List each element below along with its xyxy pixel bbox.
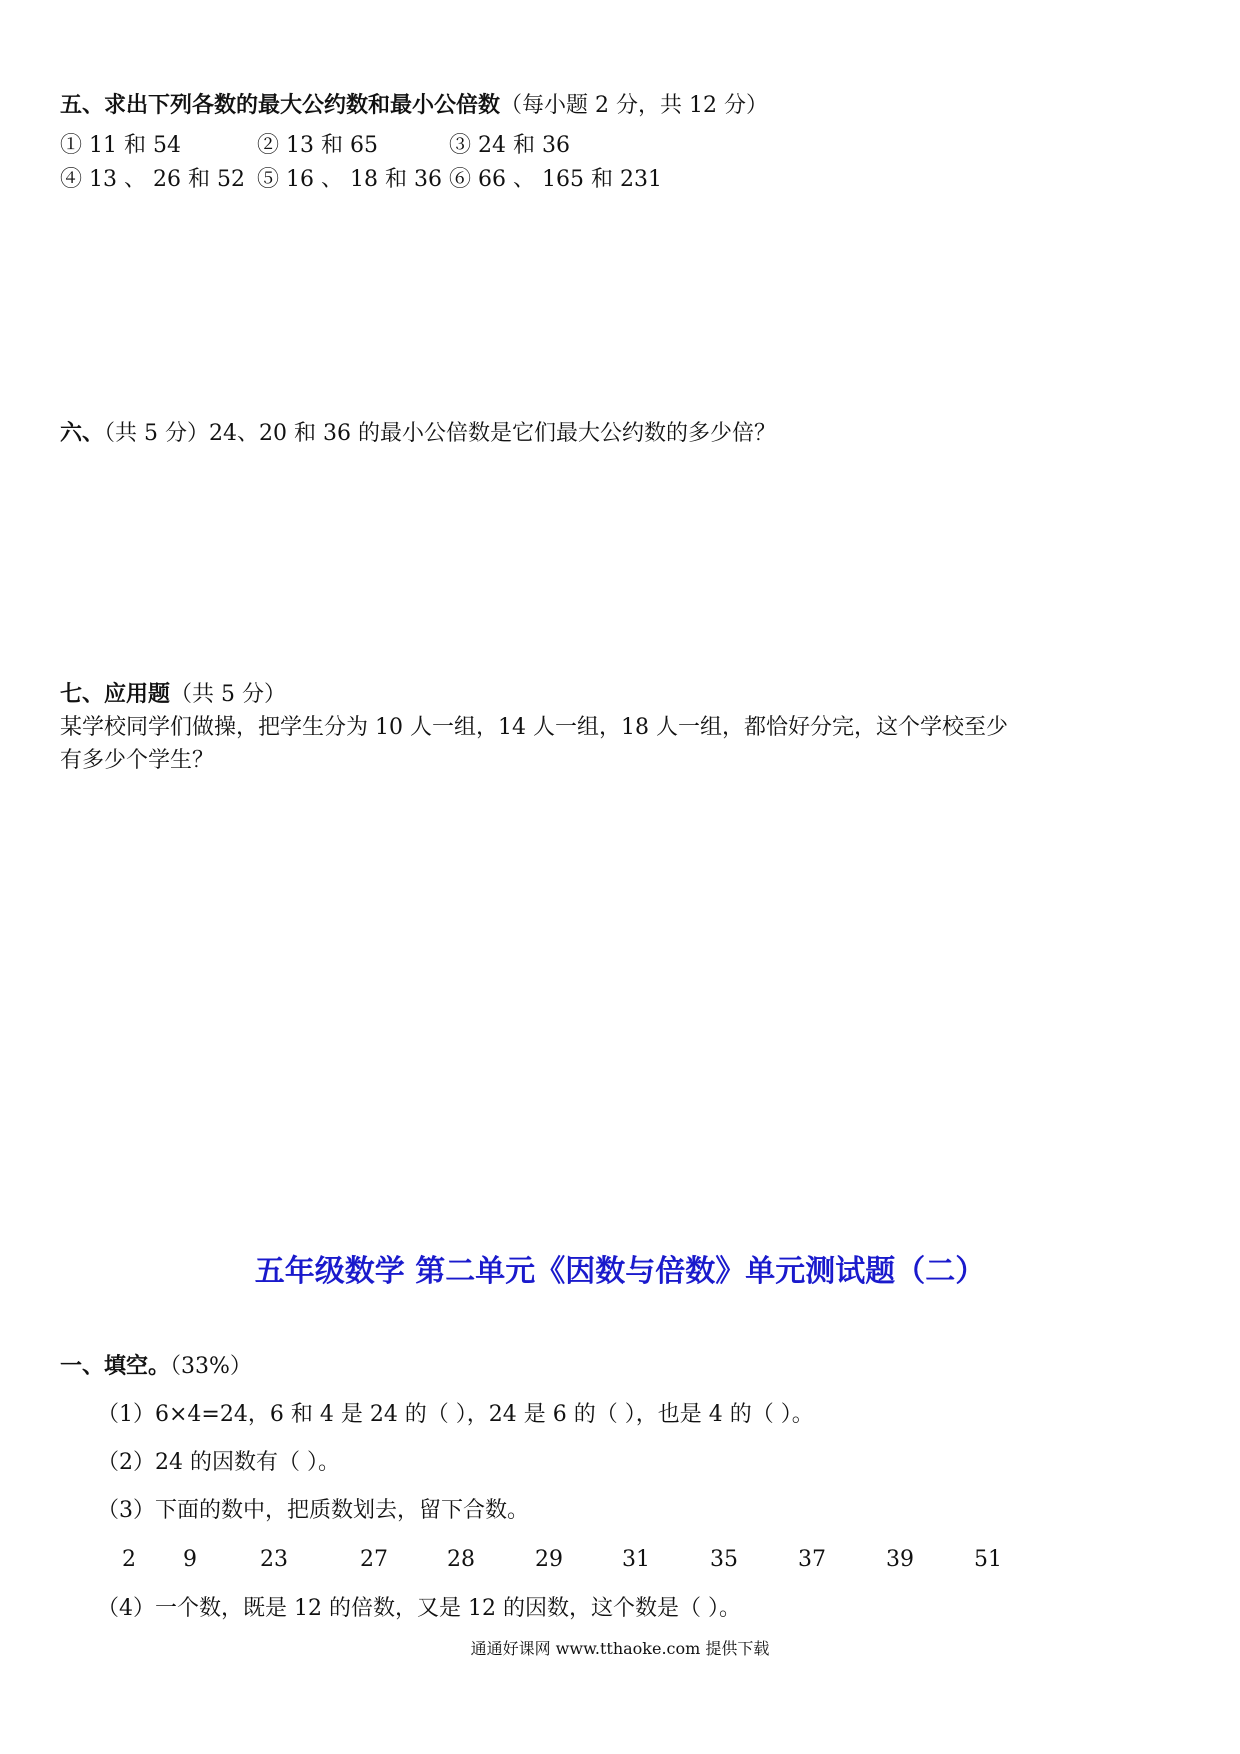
section5-item-3: ③ 24 和 36 xyxy=(449,133,570,158)
section5-item-6: ⑥ 66 、 165 和 231 xyxy=(449,167,662,192)
section6-text: （共 5 分）24、20 和 36 的最小公倍数是它们最大公约数的多少倍？ xyxy=(104,421,776,446)
section7-line-2: 有多少个学生？ xyxy=(60,748,215,773)
number-item: 51 xyxy=(974,1547,1002,1572)
part1-note: （33%） xyxy=(170,1354,252,1379)
section5-item-4: ④ 13 、 26 和 52 xyxy=(60,167,245,192)
number-item: 28 xyxy=(447,1547,475,1572)
number-item: 29 xyxy=(535,1547,563,1572)
section5-item-1: ① 11 和 54 xyxy=(60,133,181,158)
section5-header xyxy=(60,90,768,121)
number-item: 35 xyxy=(710,1547,738,1572)
part1-q1: （1）6×4=24，6 和 4 是 24 的（ ），24 是 6 的（ ），也是 4 的（ ）。 xyxy=(97,1402,814,1427)
section5-heading: 五、求出下列各数的最大公约数和最小公倍数 xyxy=(60,92,501,118)
section7-header xyxy=(60,679,286,710)
section6-heading: 六、 xyxy=(60,420,105,446)
part1-q4: （4）一个数，既是 12 的倍数，又是 12 的因数，这个数是（ ）。 xyxy=(97,1596,741,1621)
test-title: 五年级数学 第二单元《因数与倍数》单元测试题（二） xyxy=(254,1254,986,1289)
number-item: 37 xyxy=(798,1547,826,1572)
section7-note: （共 5 分） xyxy=(170,682,286,707)
number-item: 9 xyxy=(183,1547,197,1572)
section5-item-5: ⑤ 16 、 18 和 36 xyxy=(257,167,442,192)
part1-heading: 一、填空。 xyxy=(60,1353,171,1379)
number-item: 39 xyxy=(886,1547,914,1572)
section5-note: （每小题 2 分，共 12 分） xyxy=(500,93,768,118)
section7-heading: 七、应用题 xyxy=(60,681,171,707)
part1-q2: （2）24 的因数有（ ）。 xyxy=(97,1450,340,1475)
number-item: 31 xyxy=(622,1547,650,1572)
number-item: 23 xyxy=(260,1547,288,1572)
part1-header xyxy=(60,1351,252,1382)
section7-line-1: 某学校同学们做操，把学生分为 10 人一组，14 人一组，18 人一组，都恰好分完，这个学校至少 xyxy=(60,715,1008,740)
part1-q3: （3）下面的数中，把质数划去，留下合数。 xyxy=(97,1498,529,1523)
number-item: 27 xyxy=(360,1547,388,1572)
footer-text: 通通好课网 www.tthaoke.com 提供下载 xyxy=(470,1639,770,1658)
section6-question xyxy=(60,418,776,449)
section5-item-2: ② 13 和 65 xyxy=(257,133,378,158)
number-item: 2 xyxy=(122,1547,136,1572)
